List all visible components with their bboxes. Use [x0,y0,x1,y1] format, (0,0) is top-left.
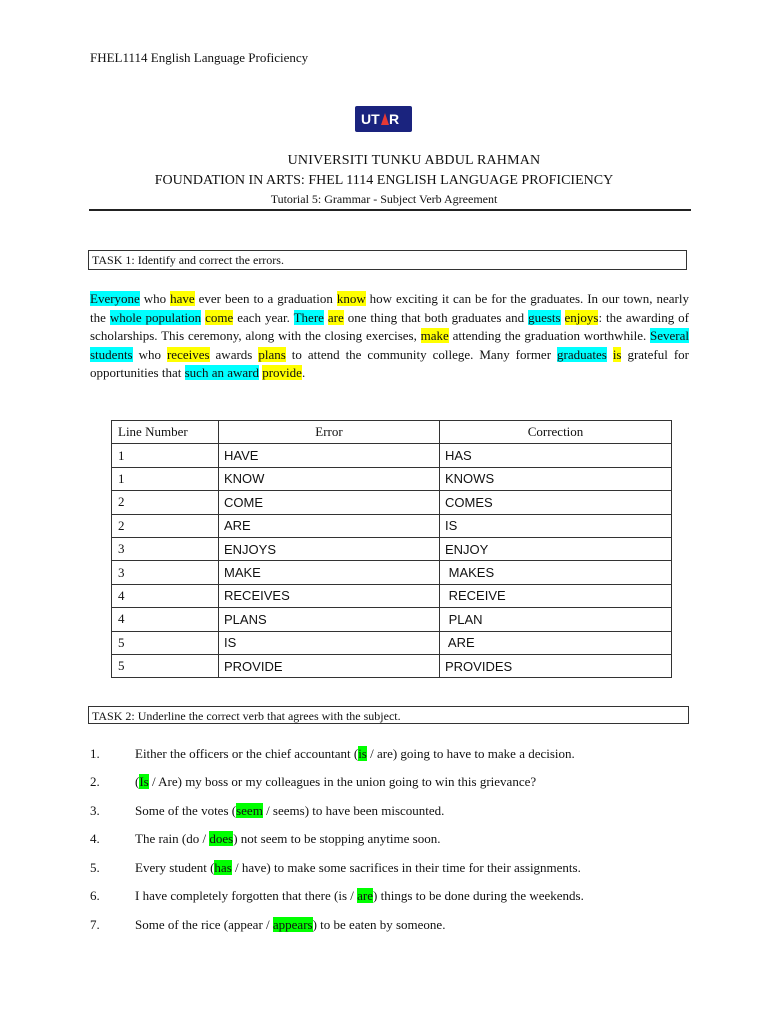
course-header: FHEL1114 English Language Proficiency [90,50,309,65]
svg-text:UT: UT [360,111,380,127]
question-text [135,860,581,876]
highlighted-text: make [420,328,449,343]
highlighted-text: provide [262,365,302,380]
task2-heading: TASK 2: Underline the correct verb that agrees with the subject. [88,706,689,724]
cell-error: HAVE [219,444,440,467]
table-row [112,584,672,607]
programme-title: FOUNDATION IN ARTS: FHEL 1114 ENGLISH LANGUAGE PROFICIENCY [154,173,614,188]
cell-line-number: 1 [112,467,219,490]
paragraph-text: grateful for opportunities that [90,346,690,380]
table-row [112,537,672,560]
cell-correction: IS [440,514,672,537]
question-number: 6. [90,888,100,903]
paragraph-text: ever been to a graduation [194,291,337,306]
answer-highlight: has [214,860,232,875]
cell-correction: RECEIVE [440,584,672,607]
question-text-part: Some of the rice (appear / [135,917,273,932]
question-text-part: ) things to be done during the weekends. [373,888,584,903]
cell-error: COME [219,491,440,514]
cell-error: MAKE [219,561,440,584]
column-header-correction: Correction [440,421,672,444]
table-header-row [112,421,672,444]
cell-line-number: 3 [112,561,219,584]
paragraph-text: to attend the community college. Many former [285,346,558,362]
highlighted-text: plans [258,346,286,362]
task1-paragraph [90,290,689,383]
question-text-part: Some of the votes ( [135,803,237,818]
question-number: 1. [90,746,100,761]
answer-highlight: appears [272,917,313,932]
question-text [135,746,575,762]
paragraph-text: awards [209,346,259,362]
highlighted-text: are [327,309,344,325]
question-text-part: The rain (do / [135,831,210,846]
paragraph-text [607,347,613,362]
question-number: 5. [90,860,100,875]
table-row [112,467,672,490]
highlighted-text: guests [528,309,561,325]
question-text-part: Either the officers or the chief accountant ( [135,746,359,761]
task1-heading: TASK 1: Identify and correct the errors. [88,250,687,270]
question-number: 3. [90,803,100,818]
cell-line-number: 2 [112,491,219,514]
cell-error: KNOW [219,467,440,490]
utar-logo [355,106,412,132]
cell-correction: KNOWS [440,467,672,490]
paragraph-text [561,310,565,325]
cell-line-number: 5 [112,631,219,654]
cell-error: ENJOYS [219,537,440,560]
question-text [135,888,584,904]
cell-line-number: 3 [112,537,219,560]
question-text-part: I have completely forgotten that there (is / [135,888,358,903]
cell-error: PLANS [219,608,440,631]
cell-line-number: 1 [112,444,219,467]
cell-error: RECEIVES [219,584,440,607]
question-text-part: / Are) my boss or my colleagues in the union going to win this grievance? [148,774,537,789]
paragraph-text: one thing that both graduates and [343,309,529,325]
column-header-line-number: Line Number [112,421,219,444]
svg-text:R: R [388,111,399,127]
cell-error: IS [219,631,440,654]
answer-highlight: is [358,746,367,761]
cell-error: PROVIDE [219,654,440,677]
paragraph-text: who [139,291,171,306]
cell-line-number: 2 [112,514,219,537]
highlighted-text: enjoys [564,309,599,325]
answer-highlight: are [357,888,374,903]
paragraph-text: attending the graduation worthwhile. [448,328,651,343]
answer-highlight: does [209,831,234,846]
question-text [135,831,440,847]
cell-correction: PROVIDES [440,654,672,677]
answer-highlight: Is [139,774,149,789]
cell-correction: PLAN [440,608,672,631]
question-number: 4. [90,831,100,846]
paragraph-text: : the awarding of scholarships. This ceremony, along with the closing exercises, [90,309,690,343]
paragraph-text: how exciting it can be for the graduates. In our town, nearly the [90,291,689,325]
error-table [111,420,672,678]
highlighted-text: such an award [184,365,259,380]
table-row [112,514,672,537]
highlighted-text: receives [166,346,210,362]
question-text-part: ) to be eaten by someone. [312,917,446,932]
question-text-part: ) not seem to be stopping anytime soon. [233,831,441,846]
highlighted-text: graduates [557,346,607,362]
cell-correction: HAS [440,444,672,467]
paragraph-text: . [301,365,306,380]
question-text-part: ( [135,774,140,789]
highlighted-text: whole population [109,309,202,325]
cell-line-number: 4 [112,584,219,607]
paragraph-text: each year. [233,309,294,325]
university-title: UNIVERSITI TUNKU ABDUL RAHMAN [287,153,541,168]
question-text-part: / have) to make some sacrifices in their time for their assignments. [231,860,581,875]
highlighted-text: Several students [90,328,690,362]
highlighted-text: is [612,346,622,362]
question-text [135,917,445,933]
question-number: 2. [90,774,100,789]
paragraph-text: who [132,346,167,362]
question-text-part: Every student ( [135,860,215,875]
question-text-part: / seems) to have been miscounted. [262,803,445,818]
highlighted-text: Everyone [90,291,140,306]
cell-line-number: 4 [112,608,219,631]
cell-correction: ARE [440,631,672,654]
cell-correction: COMES [440,491,672,514]
cell-line-number: 5 [112,654,219,677]
cell-correction: ENJOY [440,537,672,560]
question-text [135,803,444,819]
table-row [112,491,672,514]
highlighted-text: know [336,291,366,306]
question-number: 7. [90,917,100,932]
title-divider [89,209,691,211]
highlighted-text: come [205,309,234,325]
cell-correction: MAKES [440,561,672,584]
table-row [112,631,672,654]
highlighted-text: There [293,309,324,325]
question-text [135,774,536,790]
tutorial-title: Tutorial 5: Grammar - Subject Verb Agreement [270,192,498,206]
table-row [112,654,672,677]
answer-highlight: seem [236,803,263,818]
cell-error: ARE [219,514,440,537]
table-row [112,444,672,467]
table-row [112,561,672,584]
question-text-part: / are) going to have to make a decision. [366,746,575,761]
table-row [112,608,672,631]
highlighted-text: have [170,291,195,306]
column-header-error: Error [219,421,440,444]
